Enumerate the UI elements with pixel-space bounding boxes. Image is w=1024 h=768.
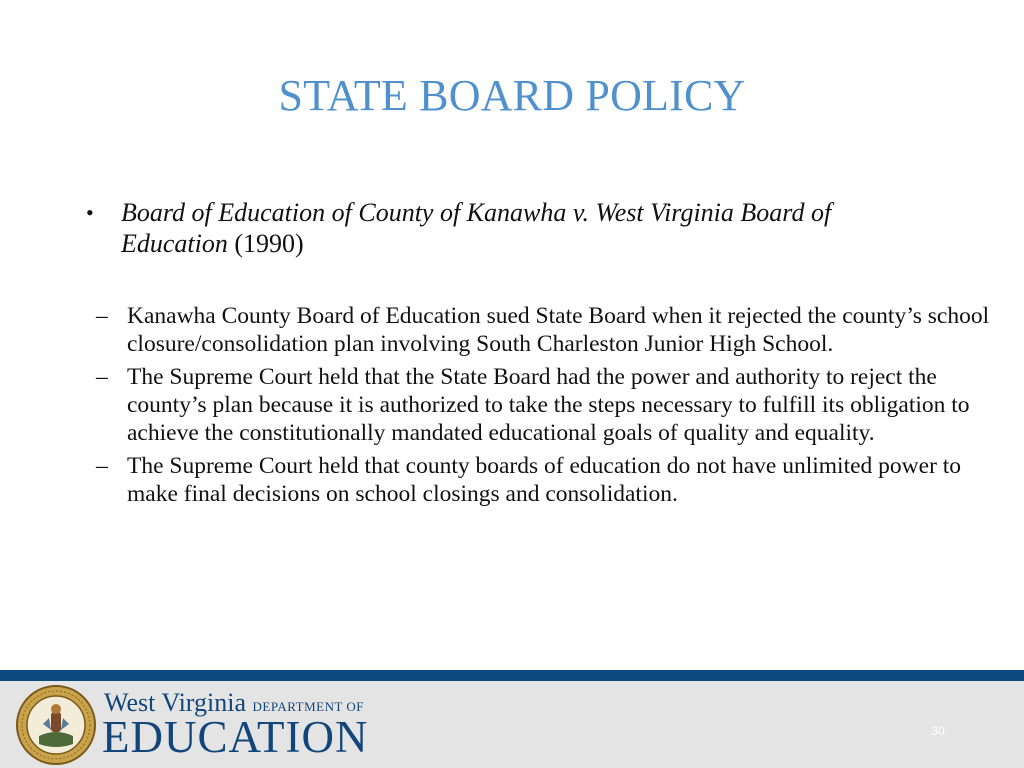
sub-bullet-symbol: –: [96, 364, 108, 390]
state-seal-icon: [15, 684, 97, 766]
main-bullet: [84, 197, 944, 259]
bullet-symbol: •: [86, 200, 94, 225]
case-year: (1990): [234, 229, 304, 258]
sub-bullet-item: [96, 363, 996, 447]
sub-bullet-symbol: –: [96, 303, 108, 329]
sub-bullet-text: The Supreme Court held that the State Board had the power and authority to reject the county’s plan because it is authorized to take the steps necessary to fulfill its obligation to achieve the constitutionally mandated educational goals of quality and equality.: [127, 364, 970, 446]
sub-bullet-symbol: –: [96, 453, 108, 479]
slide-title: STATE BOARD POLICY: [278, 71, 746, 120]
logo-state-text: West Virginia: [104, 688, 246, 717]
page-number: 30: [931, 724, 945, 738]
logo-education-text: EDUCATION: [102, 712, 369, 762]
sub-bullet-item: [96, 302, 996, 358]
sub-bullet-text: Kanawha County Board of Education sued State Board when it rejected the county’s school closure/consolidation plan involving South Charleston Junior High School.: [127, 303, 990, 357]
sub-bullet-text: The Supreme Court held that county boards of education do not have unlimited power to make final decisions on school closings and consolidation.: [127, 453, 962, 507]
sub-bullet-item: [96, 452, 996, 508]
main-bullet-text: [121, 197, 944, 259]
logo-dept-text: DEPARTMENT OF: [252, 699, 365, 714]
footer-bar: [0, 670, 1024, 681]
sub-bullet-list: [96, 302, 996, 513]
case-name: Board of Education of County of Kanawha v. West Virginia Board of Education: [121, 198, 832, 258]
